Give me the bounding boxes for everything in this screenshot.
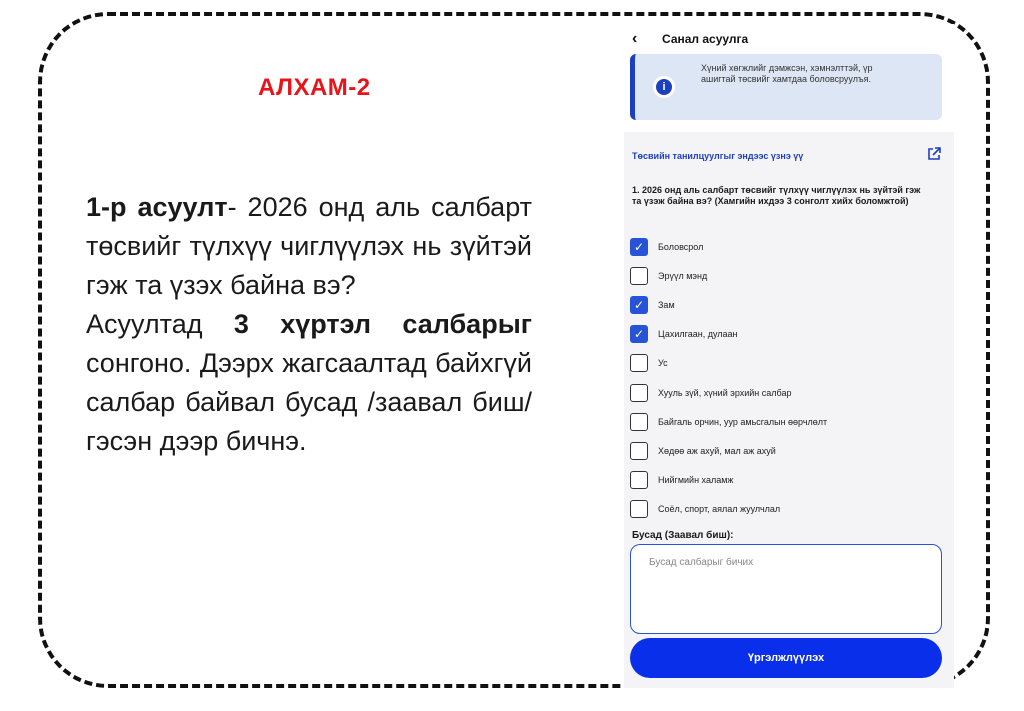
option-label: Ус — [658, 358, 668, 369]
option-label: Цахилгаан, дулаан — [658, 329, 738, 340]
option-item[interactable] — [630, 320, 940, 349]
info-icon: i — [653, 76, 675, 98]
selection-limit: 3 хүртэл салбарыг — [233, 309, 532, 339]
option-label: Хөдөө аж ахуй, мал аж ахуй — [658, 445, 776, 456]
option-label: Соёл, спорт, аялал жуулчлал — [658, 504, 781, 515]
other-sector-input[interactable] — [630, 544, 942, 634]
option-item[interactable] — [630, 261, 940, 290]
budget-intro-link[interactable]: Төсвийн танилцуулгыг эндээс үзнэ үү — [632, 151, 804, 161]
option-item[interactable] — [630, 290, 940, 319]
continue-button[interactable]: Үргэлжлүүлэх — [630, 638, 942, 678]
step-title: АЛХАМ-2 — [258, 74, 371, 101]
survey-header — [632, 30, 748, 48]
checkbox[interactable] — [630, 354, 648, 372]
option-item[interactable] — [630, 378, 940, 407]
checkbox[interactable] — [630, 500, 648, 518]
check-icon: ✓ — [633, 297, 645, 312]
option-item[interactable] — [630, 407, 940, 436]
option-label: Хууль зүй, хүний эрхийн салбар — [658, 387, 792, 398]
chevron-left-icon[interactable]: ‹ — [632, 30, 638, 47]
option-item[interactable] — [630, 495, 940, 524]
option-label: Эрүүл мэнд — [658, 270, 708, 281]
option-item[interactable] — [630, 436, 940, 465]
selection-paragraph — [86, 305, 532, 461]
option-label: Зам — [658, 299, 675, 310]
option-item[interactable] — [630, 466, 940, 495]
survey-title: Санал асуулга — [662, 32, 749, 46]
checkbox[interactable] — [630, 413, 648, 431]
question-label: 1-р асуулт — [86, 192, 228, 222]
instructions-text — [86, 188, 532, 461]
checkbox[interactable] — [630, 238, 648, 256]
checkbox[interactable] — [630, 384, 648, 402]
phone-screen — [624, 24, 954, 688]
checkbox[interactable] — [630, 471, 648, 489]
other-label: Бусад (Заавал биш): — [632, 530, 734, 541]
question-paragraph — [86, 188, 532, 305]
question-text: - 2026 онд аль салбарт төсвийг түлхүү чиглүүлэх нь зүйтэй гэж та үзэх байна вэ? — [86, 192, 532, 300]
survey-question: 1. 2026 онд аль салбарт төсвийг түлхүү чиглүүлэх нь зүйтэй гэж та үзэж байна вэ? (Хамгийн ихдээ 3 сонголт хийх боломжтой) — [632, 185, 921, 206]
external-link-icon[interactable] — [926, 146, 942, 162]
option-item[interactable] — [630, 349, 940, 378]
selection-post: сонгоно. Дээрх жагсаалтад байхгүй салбар байвал бусад /заавал биш/ гэсэн дээр бичнэ. — [86, 348, 532, 456]
check-icon: ✓ — [633, 239, 645, 254]
checkbox[interactable] — [630, 325, 648, 343]
checkbox[interactable] — [630, 296, 648, 314]
options-list — [630, 232, 940, 524]
selection-pre: Асуултад — [86, 309, 234, 339]
checkbox[interactable] — [630, 267, 648, 285]
option-item[interactable] — [630, 232, 940, 261]
option-label: Байгаль орчин, уур амьсгалын өөрчлөлт — [658, 416, 828, 427]
option-label: Нийгмийн халамж — [658, 475, 734, 486]
info-text: Хүний хөгжлийг дэмжсэн, хэмнэлттэй, үр ашигтай төсвийг хамтдаа боловсруулъя. — [701, 63, 873, 84]
checkbox[interactable] — [630, 442, 648, 460]
check-icon: ✓ — [633, 327, 645, 342]
option-label: Боловсрол — [658, 241, 704, 252]
info-banner — [630, 54, 942, 120]
